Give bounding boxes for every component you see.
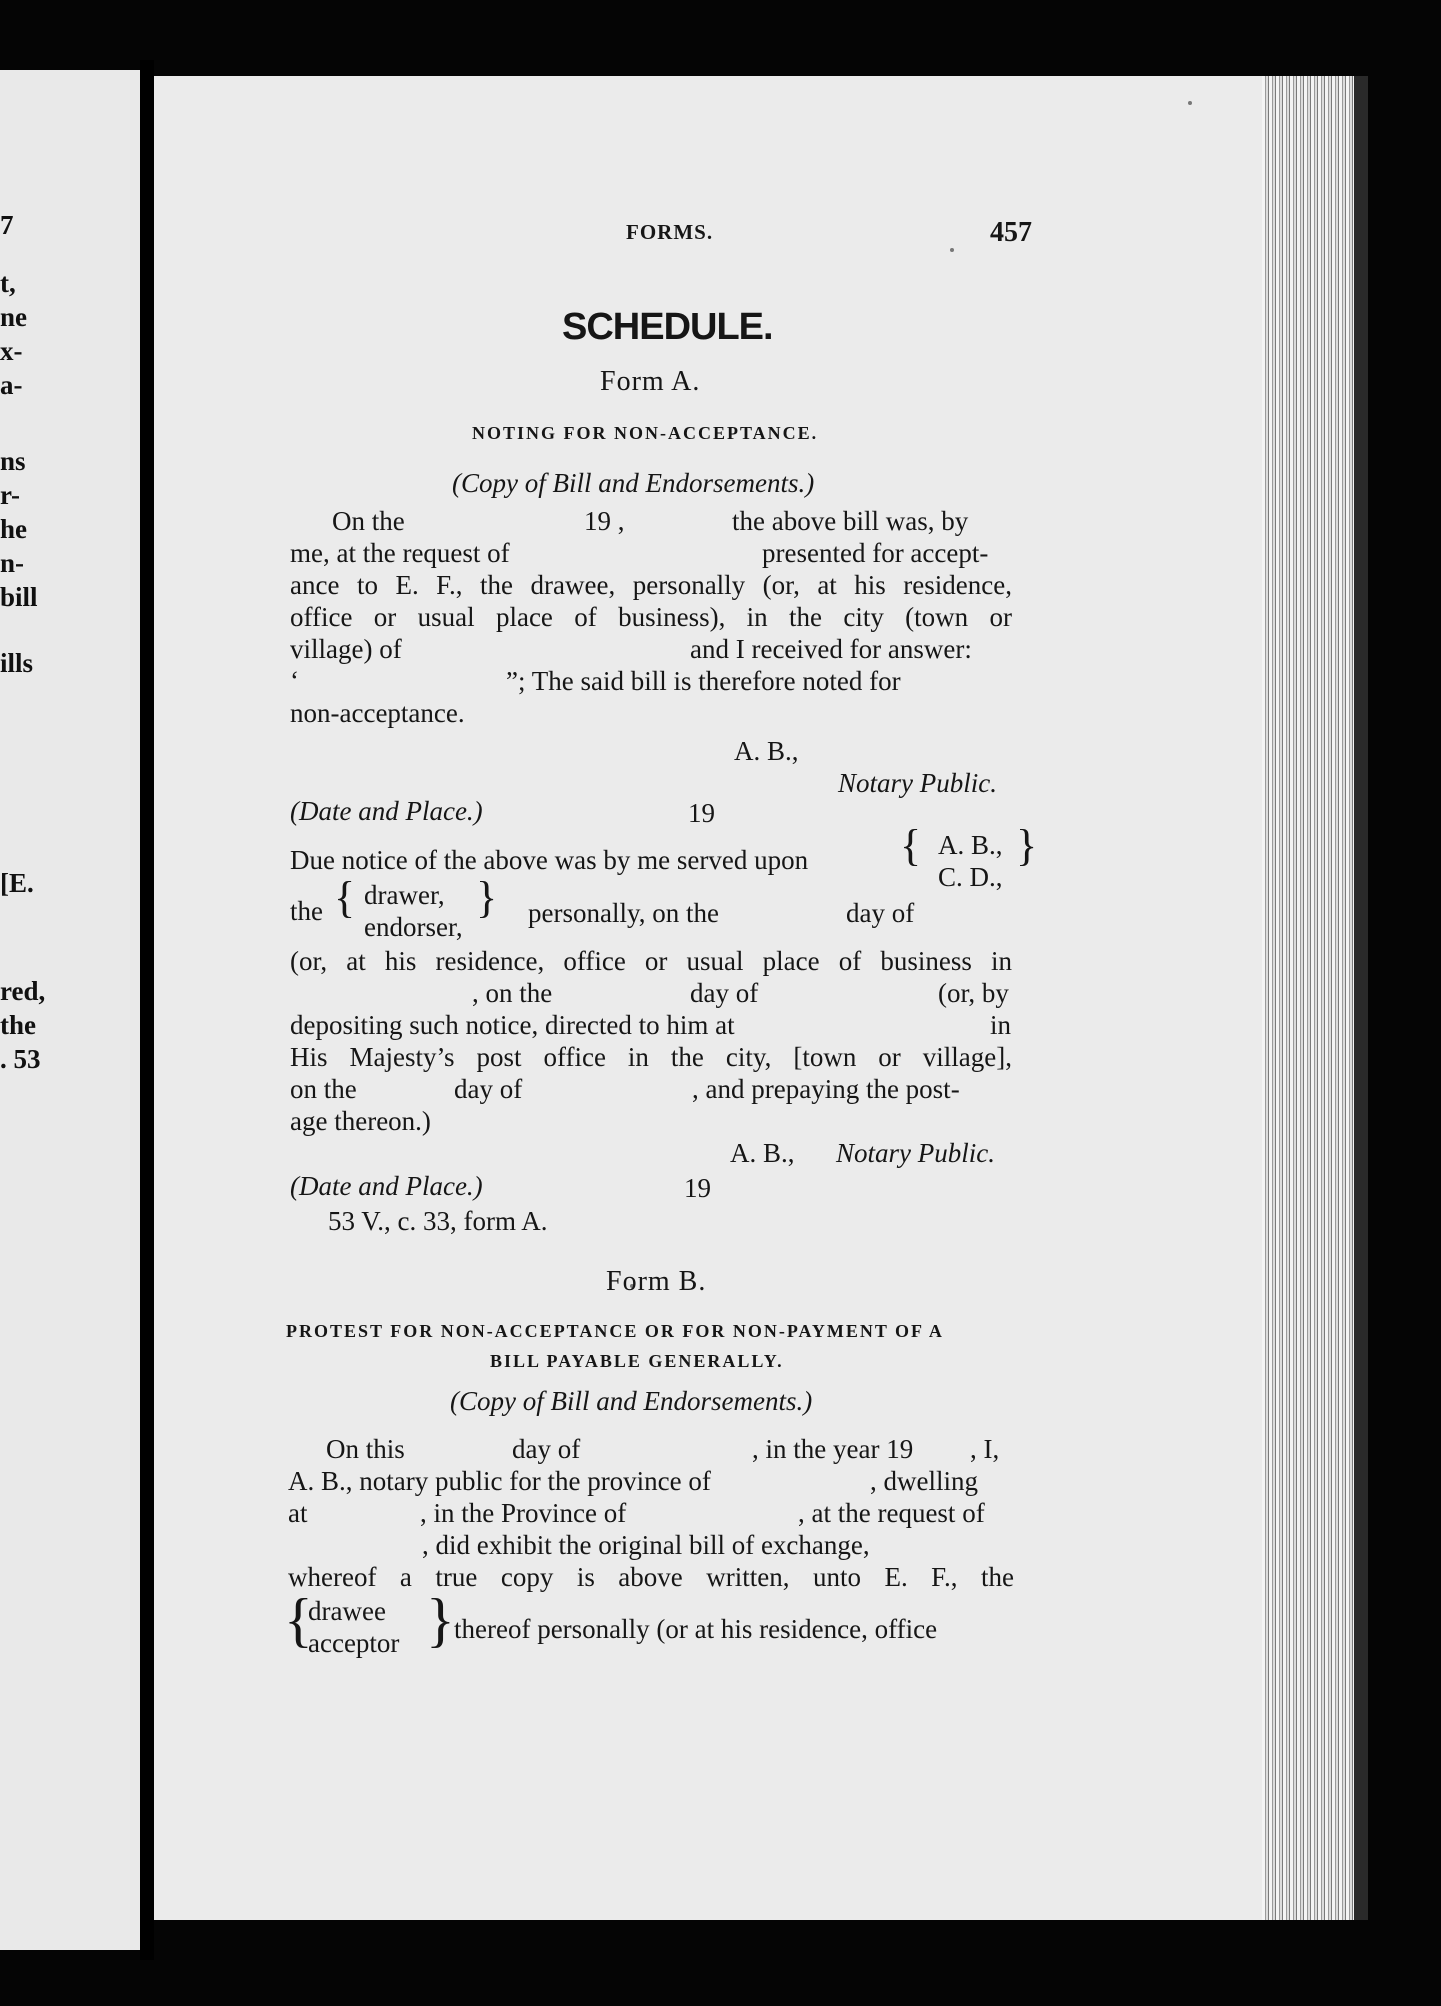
text-fragment: drawer,	[364, 880, 445, 910]
left-page-fragment: x-	[0, 336, 23, 366]
speck	[950, 248, 954, 252]
text-fragment: day of	[454, 1074, 523, 1104]
text-fragment: at	[288, 1498, 308, 1528]
text-fragment: , on the	[472, 978, 553, 1008]
citation: 53 V., c. 33, form A.	[328, 1206, 548, 1236]
form-b-title: Form B.	[606, 1266, 707, 1297]
left-page-fragment: t,	[0, 268, 16, 298]
text-fragment: thereof personally (or at his residence, office	[454, 1614, 938, 1644]
left-page-fragment: bill	[0, 582, 38, 612]
left-page-fragment: the	[0, 1010, 36, 1040]
text-line: office or usual place of business), in the city (town or	[290, 602, 1012, 632]
text-fragment: presented for accept-	[762, 538, 989, 568]
left-page-fragment: 7	[0, 210, 14, 240]
form-a-copy-note: (Copy of Bill and Endorsements.)	[452, 468, 815, 498]
notary-label: Notary Public.	[838, 768, 997, 798]
date-place: (Date and Place.)	[290, 1171, 483, 1201]
text-fragment: the	[290, 896, 323, 926]
year: 19	[688, 798, 715, 828]
text-fragment: , did exhibit the original bill of exchange,	[422, 1530, 870, 1560]
schedule-title: SCHEDULE.	[562, 306, 773, 348]
text-fragment: (or, by	[938, 978, 1009, 1008]
brace-right: }	[1016, 821, 1038, 870]
text-fragment: day of	[846, 898, 915, 928]
notary-label: Notary Public.	[836, 1138, 995, 1168]
brace-right: }	[476, 873, 498, 922]
form-b-copy-note: (Copy of Bill and Endorsements.)	[450, 1386, 813, 1416]
text-fragment: , in the Province of	[420, 1498, 627, 1528]
brace-left: {	[900, 821, 922, 870]
form-b-heading-line-1: PROTEST FOR NON-ACCEPTANCE OR FOR NON-PAYMENT OF A	[286, 1321, 944, 1341]
text-fragment: acceptor	[308, 1628, 400, 1658]
text-fragment: , at the request of	[798, 1498, 985, 1528]
signature: A. B.,	[730, 1138, 795, 1168]
text-fragment: me, at the request of	[290, 538, 510, 568]
form-b-heading-line-2: BILL PAYABLE GENERALLY.	[490, 1351, 784, 1371]
left-page-fragment: ills	[0, 648, 34, 678]
document-page	[154, 76, 1276, 1920]
text-fragment: 19 ,	[584, 506, 625, 536]
notice-text: Due notice of the above was by me served upon	[290, 845, 809, 875]
brace-left: {	[334, 873, 356, 922]
text-fragment: A. B.,	[938, 830, 1003, 860]
left-page-fragment: ns	[0, 446, 26, 476]
text-fragment: ”; The said bill is therefore noted for	[506, 666, 901, 696]
left-page-fragment: a-	[0, 370, 23, 400]
text-fragment: On this	[326, 1434, 405, 1464]
text-fragment: the above bill was, by	[732, 506, 969, 536]
page-number: 457	[990, 217, 1032, 248]
text-fragment: , dwelling	[870, 1466, 978, 1496]
running-title: FORMS.	[626, 220, 714, 244]
book-gutter	[140, 60, 154, 1960]
text-fragment: C. D.,	[938, 862, 1003, 892]
left-page-fragment: he	[0, 514, 27, 544]
text-fragment: , in the year 19	[752, 1434, 914, 1464]
left-page-fragment: ne	[0, 302, 27, 332]
text-fragment: day of	[512, 1434, 581, 1464]
left-page-fragment: . 53	[0, 1044, 41, 1074]
book-shadow	[1354, 76, 1368, 1920]
text-fragment: A. B., notary public for the province of	[288, 1466, 711, 1496]
text-line: ance to E. F., the drawee, personally (or, at his residence,	[290, 570, 1012, 600]
text-fragment: depositing such notice, directed to him at	[290, 1010, 735, 1040]
text-fragment: , and prepaying the post-	[692, 1074, 960, 1104]
text-line: whereof a true copy is above written, unto E. F., the	[288, 1562, 1014, 1592]
left-page-fragment: [E.	[0, 868, 34, 898]
text-fragment: on the	[290, 1074, 357, 1104]
text-fragment: day of	[690, 978, 759, 1008]
brace-left: {	[284, 1587, 313, 1653]
text-fragment: On the	[332, 506, 405, 536]
form-a-heading: NOTING FOR NON-ACCEPTANCE.	[472, 423, 819, 443]
text-fragment: ‘	[290, 666, 299, 696]
left-page-fragment: r-	[0, 480, 20, 510]
text-fragment: village) of	[290, 634, 402, 664]
text-line: (or, at his residence, office or usual place of business in	[290, 946, 1012, 976]
text-fragment: endorser,	[364, 912, 463, 942]
year: 19	[684, 1173, 711, 1203]
form-a-title: Form A.	[600, 366, 701, 397]
text-fragment: age thereon.)	[290, 1106, 431, 1136]
speck	[1188, 101, 1192, 105]
page-edges	[1262, 76, 1354, 1920]
signature: A. B.,	[734, 736, 799, 766]
text-fragment: in	[990, 1010, 1012, 1040]
text-fragment: and I received for answer:	[690, 634, 972, 664]
left-facing-page	[0, 70, 140, 1950]
left-page-fragment: n-	[0, 548, 25, 578]
text-fragment: drawee	[308, 1596, 386, 1626]
text-fragment: , I,	[970, 1434, 1000, 1464]
date-place: (Date and Place.)	[290, 796, 483, 826]
brace-right: }	[426, 1587, 455, 1653]
text-fragment: non-acceptance.	[290, 698, 465, 728]
left-page-fragment: red,	[0, 976, 46, 1006]
text-line: His Majesty’s post office in the city, [town or village],	[290, 1042, 1012, 1072]
text-fragment: personally, on the	[528, 898, 719, 928]
